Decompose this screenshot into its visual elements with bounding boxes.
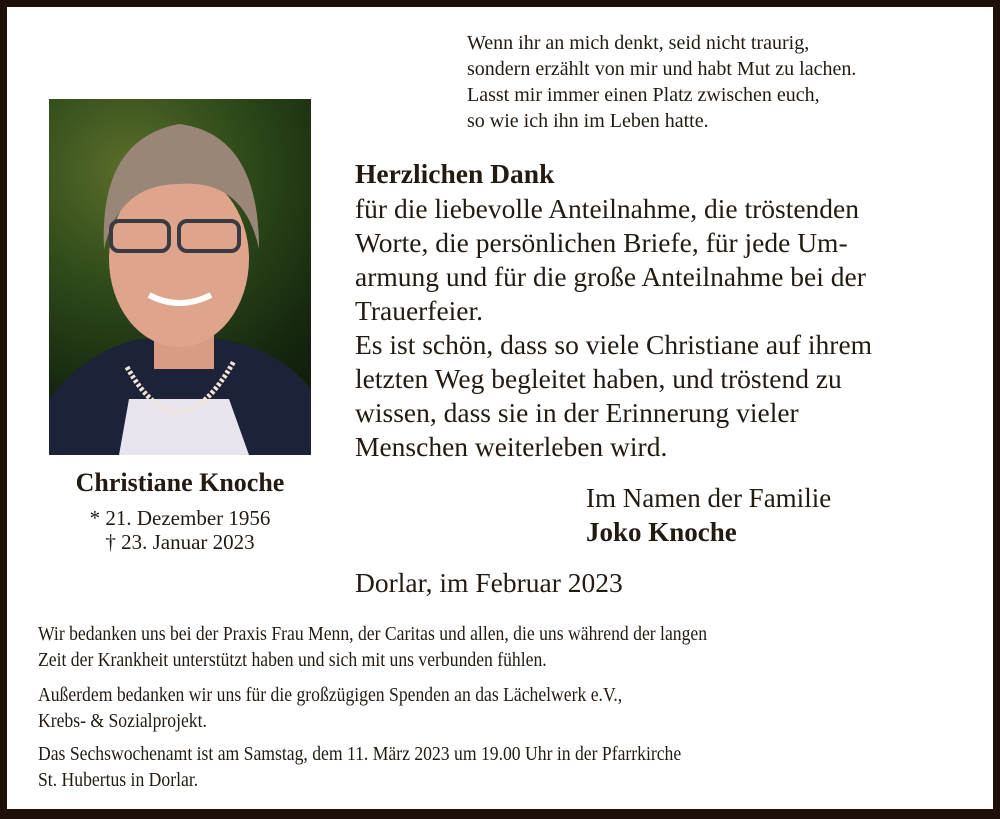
poem-line: so wie ich ihn im Leben hatte. [467,110,709,132]
signature-name: Joko Knoche [586,517,737,547]
body-line: wissen, dass sie in der Erinnerung vieler [355,397,799,428]
signature-line: Im Namen der Familie [586,483,832,513]
body-line: Trauerfeier. [355,295,484,326]
footer-line: St. Hubertus in Dorlar. [38,769,199,791]
heading: Herzlichen Dank [355,158,555,189]
poem-line: Wenn ihr an mich denkt, seid nicht traurig, [467,32,810,54]
body-line: Es ist schön, dass so viele Christiane auf ihrem [355,329,873,360]
footer-line: Krebs- & Sozialprojekt. [38,710,207,732]
deceased-name: Christiane Knoche [75,468,285,497]
birth-date: * 21. Dezember 1956 [89,506,271,530]
portrait-image [49,99,311,455]
footer-line: Außerdem bedanken wir uns für die großzügigen Spenden an das Lächelwerk e.V., [38,684,623,706]
body-line: letzten Weg begleitet haben, und tröstend zu [355,363,842,394]
body-line: für die liebevolle Anteilnahme, die tröstenden [355,193,860,224]
footer-line: Zeit der Krankheit unterstützt haben und sich mit uns verbunden fühlen. [38,649,547,671]
place-date: Dorlar, im Februar 2023 [355,567,623,598]
portrait-photo [49,99,311,455]
death-date: † 23. Januar 2023 [105,530,255,554]
body-line: armung und für die große Anteilnahme bei der [355,261,866,292]
poem-line: sondern erzählt von mir und habt Mut zu lachen. [467,58,857,80]
poem-line: Lasst mir immer einen Platz zwischen euch, [467,84,820,106]
footer-line: Das Sechswochenamt ist am Samstag, dem 11. März 2023 um 19.00 Uhr in der Pfarrkirche [38,743,682,765]
obituary-notice [7,7,993,809]
body-line: Worte, die persönlichen Briefe, für jede Um- [355,227,848,258]
footer-line: Wir bedanken uns bei der Praxis Frau Menn, der Caritas und allen, die uns während der langen [38,623,708,645]
body-line: Menschen weiterleben wird. [355,431,668,462]
